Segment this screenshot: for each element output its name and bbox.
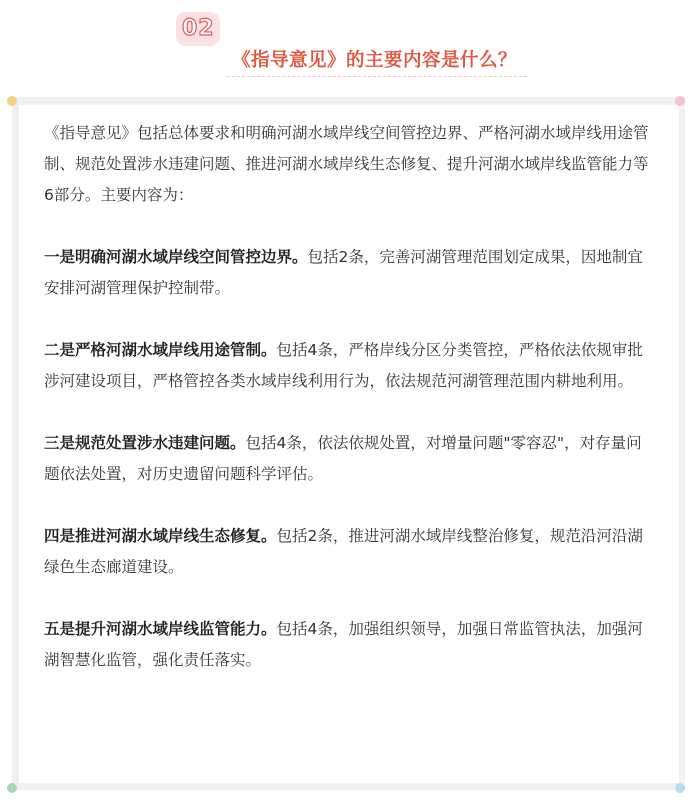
- section-title: 《指导意见》的主要内容是什么？: [232, 50, 518, 71]
- article-body: [44, 118, 656, 676]
- section-paragraph-3: [44, 428, 656, 490]
- corner-dot-top-left: [7, 96, 17, 106]
- section-lead: 二是严格河湖水域岸线用途管制。: [44, 341, 277, 359]
- section-paragraph-4: [44, 521, 656, 583]
- corner-dot-bottom-left: [7, 783, 17, 793]
- section-paragraph-2: [44, 335, 656, 397]
- section-header: [0, 0, 697, 90]
- corner-dot-bottom-right: [675, 783, 685, 793]
- intro-paragraph: 《指导意见》包括总体要求和明确河湖水域岸线空间管控边界、严格河湖水域岸线用途管制、规范处置涉水违建问题、推进河湖水域岸线生态修复、提升河湖水域岸线监管能力等6部分。主要内容为：: [44, 124, 649, 204]
- section-body: 包括4条，严格岸线分区分类管控，严格依法依规审批涉河建设项目，严格管控各类水域岸线利用行为，依法规范河湖管理范围内耕地利用。: [44, 341, 643, 390]
- section-paragraph-1: [44, 242, 656, 304]
- section-body: 包括4条，依法依规处置，对增量问题"零容忍"，对存量问题依法处置，对历史遗留问题科学评估。: [44, 434, 642, 483]
- section-body: 包括4条，加强组织领导，加强日常监管执法，加强河湖智慧化监管，强化责任落实。: [44, 620, 643, 669]
- section-lead: 五是提升河湖水域岸线监管能力。: [44, 620, 277, 638]
- section-lead: 四是推进河湖水域岸线生态修复。: [44, 527, 277, 545]
- section-paragraph-5: [44, 614, 656, 676]
- title-dashed-underline: [227, 76, 527, 77]
- corner-dot-top-right: [675, 96, 685, 106]
- section-lead: 三是规范处置涉水违建问题。: [44, 434, 246, 452]
- section-body: 包括2条，推进河湖水域岸线整治修复，规范沿河沿湖绿色生态廊道建设。: [44, 527, 643, 576]
- section-lead: 一是明确河湖水域岸线空间管控边界。: [44, 248, 308, 266]
- section-body: 包括2条，完善河湖管理范围划定成果，因地制宜安排河湖管理保护控制带。: [44, 248, 643, 297]
- badge-number: 02: [182, 16, 215, 41]
